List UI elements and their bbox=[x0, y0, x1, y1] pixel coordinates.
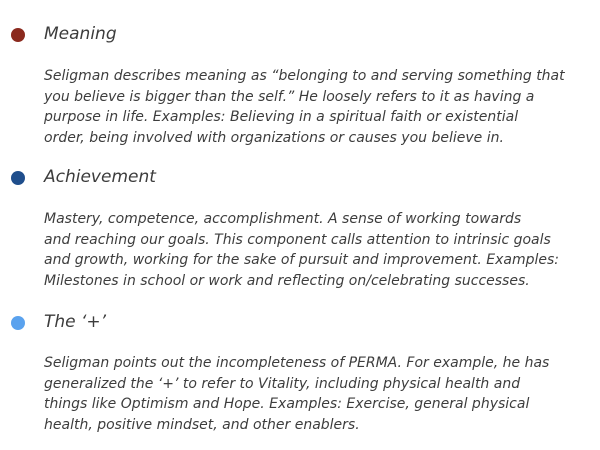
section-heading: The ‘+’ bbox=[44, 312, 107, 332]
bullet-dot-icon bbox=[11, 171, 25, 185]
body-line: purpose in life. Examples: Believing in a spiritual faith or existential bbox=[44, 109, 519, 125]
section-body bbox=[44, 209, 584, 291]
section-body bbox=[44, 66, 584, 148]
body-line: generalized the ‘+’ to refer to Vitality, including physical health and bbox=[44, 375, 521, 392]
body-line: Mastery, competence, accomplishment. A sense of working towards bbox=[44, 211, 522, 227]
body-line: you believe is bigger than the self.” He loosely refers to it as having a bbox=[44, 88, 535, 105]
body-line: order, being involved with organizations or causes you believe in. bbox=[44, 129, 504, 146]
bullet-dot-icon bbox=[11, 28, 25, 42]
body-line: and reaching our goals. This component calls attention to intrinsic goals bbox=[44, 231, 551, 248]
body-line: things like Optimism and Hope. Examples: Exercise, general physical bbox=[44, 396, 530, 412]
bullet-dot-icon bbox=[11, 316, 25, 330]
section-heading: Achievement bbox=[44, 167, 156, 187]
body-line: Milestones in school or work and reflecting on/celebrating successes. bbox=[44, 272, 530, 289]
body-line: Seligman describes meaning as “belonging to and serving something that bbox=[44, 68, 565, 84]
section-body bbox=[44, 353, 584, 435]
body-line: health, positive mindset, and other enablers. bbox=[44, 416, 360, 433]
body-line: Seligman points out the incompleteness of PERMA. For example, he has bbox=[44, 355, 550, 371]
body-line: and growth, working for the sake of pursuit and improvement. Examples: bbox=[44, 252, 559, 268]
section-heading: Meaning bbox=[44, 24, 117, 44]
